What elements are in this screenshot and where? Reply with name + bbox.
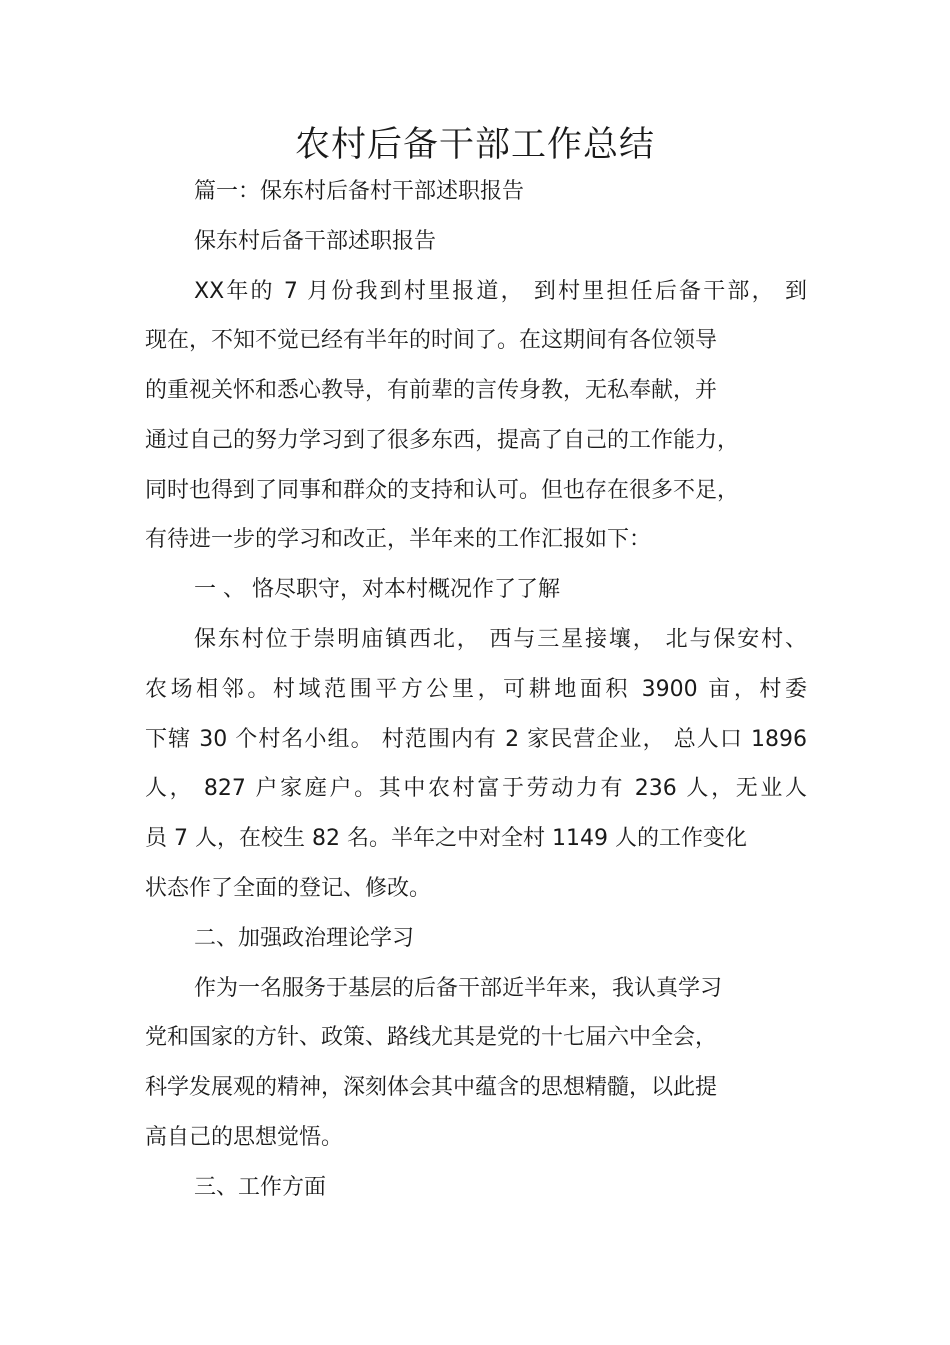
section-heading: 三、工作方面 [194,1175,327,1200]
paragraph-line: 通过自己的努力学习到了很多东西，提高了自己的工作能力， [145,428,740,453]
paragraph-line: 党和国家的方针、政策、路线尤其是党的十七届六中全会， [145,1025,718,1050]
section-heading: 一 、 恪尽职守，对本村概况作了了解 [194,577,560,602]
paragraph-line: 保东村位于崇明庙镇西北， 西与三星接壤， 北与保安村、 [194,627,807,652]
report-subtitle: 保东村后备干部述职报告 [194,229,437,254]
paragraph-line: 高自己的思想觉悟。 [145,1125,344,1150]
section-heading: 篇一：保东村后备村干部述职报告 [194,179,525,204]
paragraph-line: 员 7 人，在校生 82 名。半年之中对全村 1149 人的工作变化 [145,826,747,851]
paragraph-line: 人， 827 户家庭户。其中农村富于劳动力有 236 人，无业人 [145,776,807,801]
paragraph-line: 科学发展观的精神，深刻体会其中蕴含的思想精髓，以此提 [145,1075,718,1100]
paragraph-line: 作为一名服务于基层的后备干部近半年来，我认真学习 [194,976,723,1001]
paragraph-line: 现在，不知不觉已经有半年的时间了。在这期间有各位领导 [145,328,718,353]
paragraph-line: XX年的 7 月份我到村里报道， 到村里担任后备干部， 到 [194,279,807,304]
paragraph-line: 农场相邻。村域范围平方公里，可耕地面积 3900 亩，村委 [145,677,807,702]
paragraph-line: 下辖 30 个村名小组。 村范围内有 2 家民营企业， 总人口 1896 [145,727,807,752]
paragraph-line: 的重视关怀和悉心教导，有前辈的言传身教，无私奉献，并 [145,378,718,403]
paragraph-line: 有待进一步的学习和改正，半年来的工作汇报如下： [145,527,652,552]
paragraph-line: 同时也得到了同事和群众的支持和认可。但也存在很多不足， [145,478,740,503]
section-heading: 二、加强政治理论学习 [194,926,415,951]
document-title: 农村后备干部工作总结 [294,125,655,165]
paragraph-line: 状态作了全面的登记、修改。 [145,876,432,901]
